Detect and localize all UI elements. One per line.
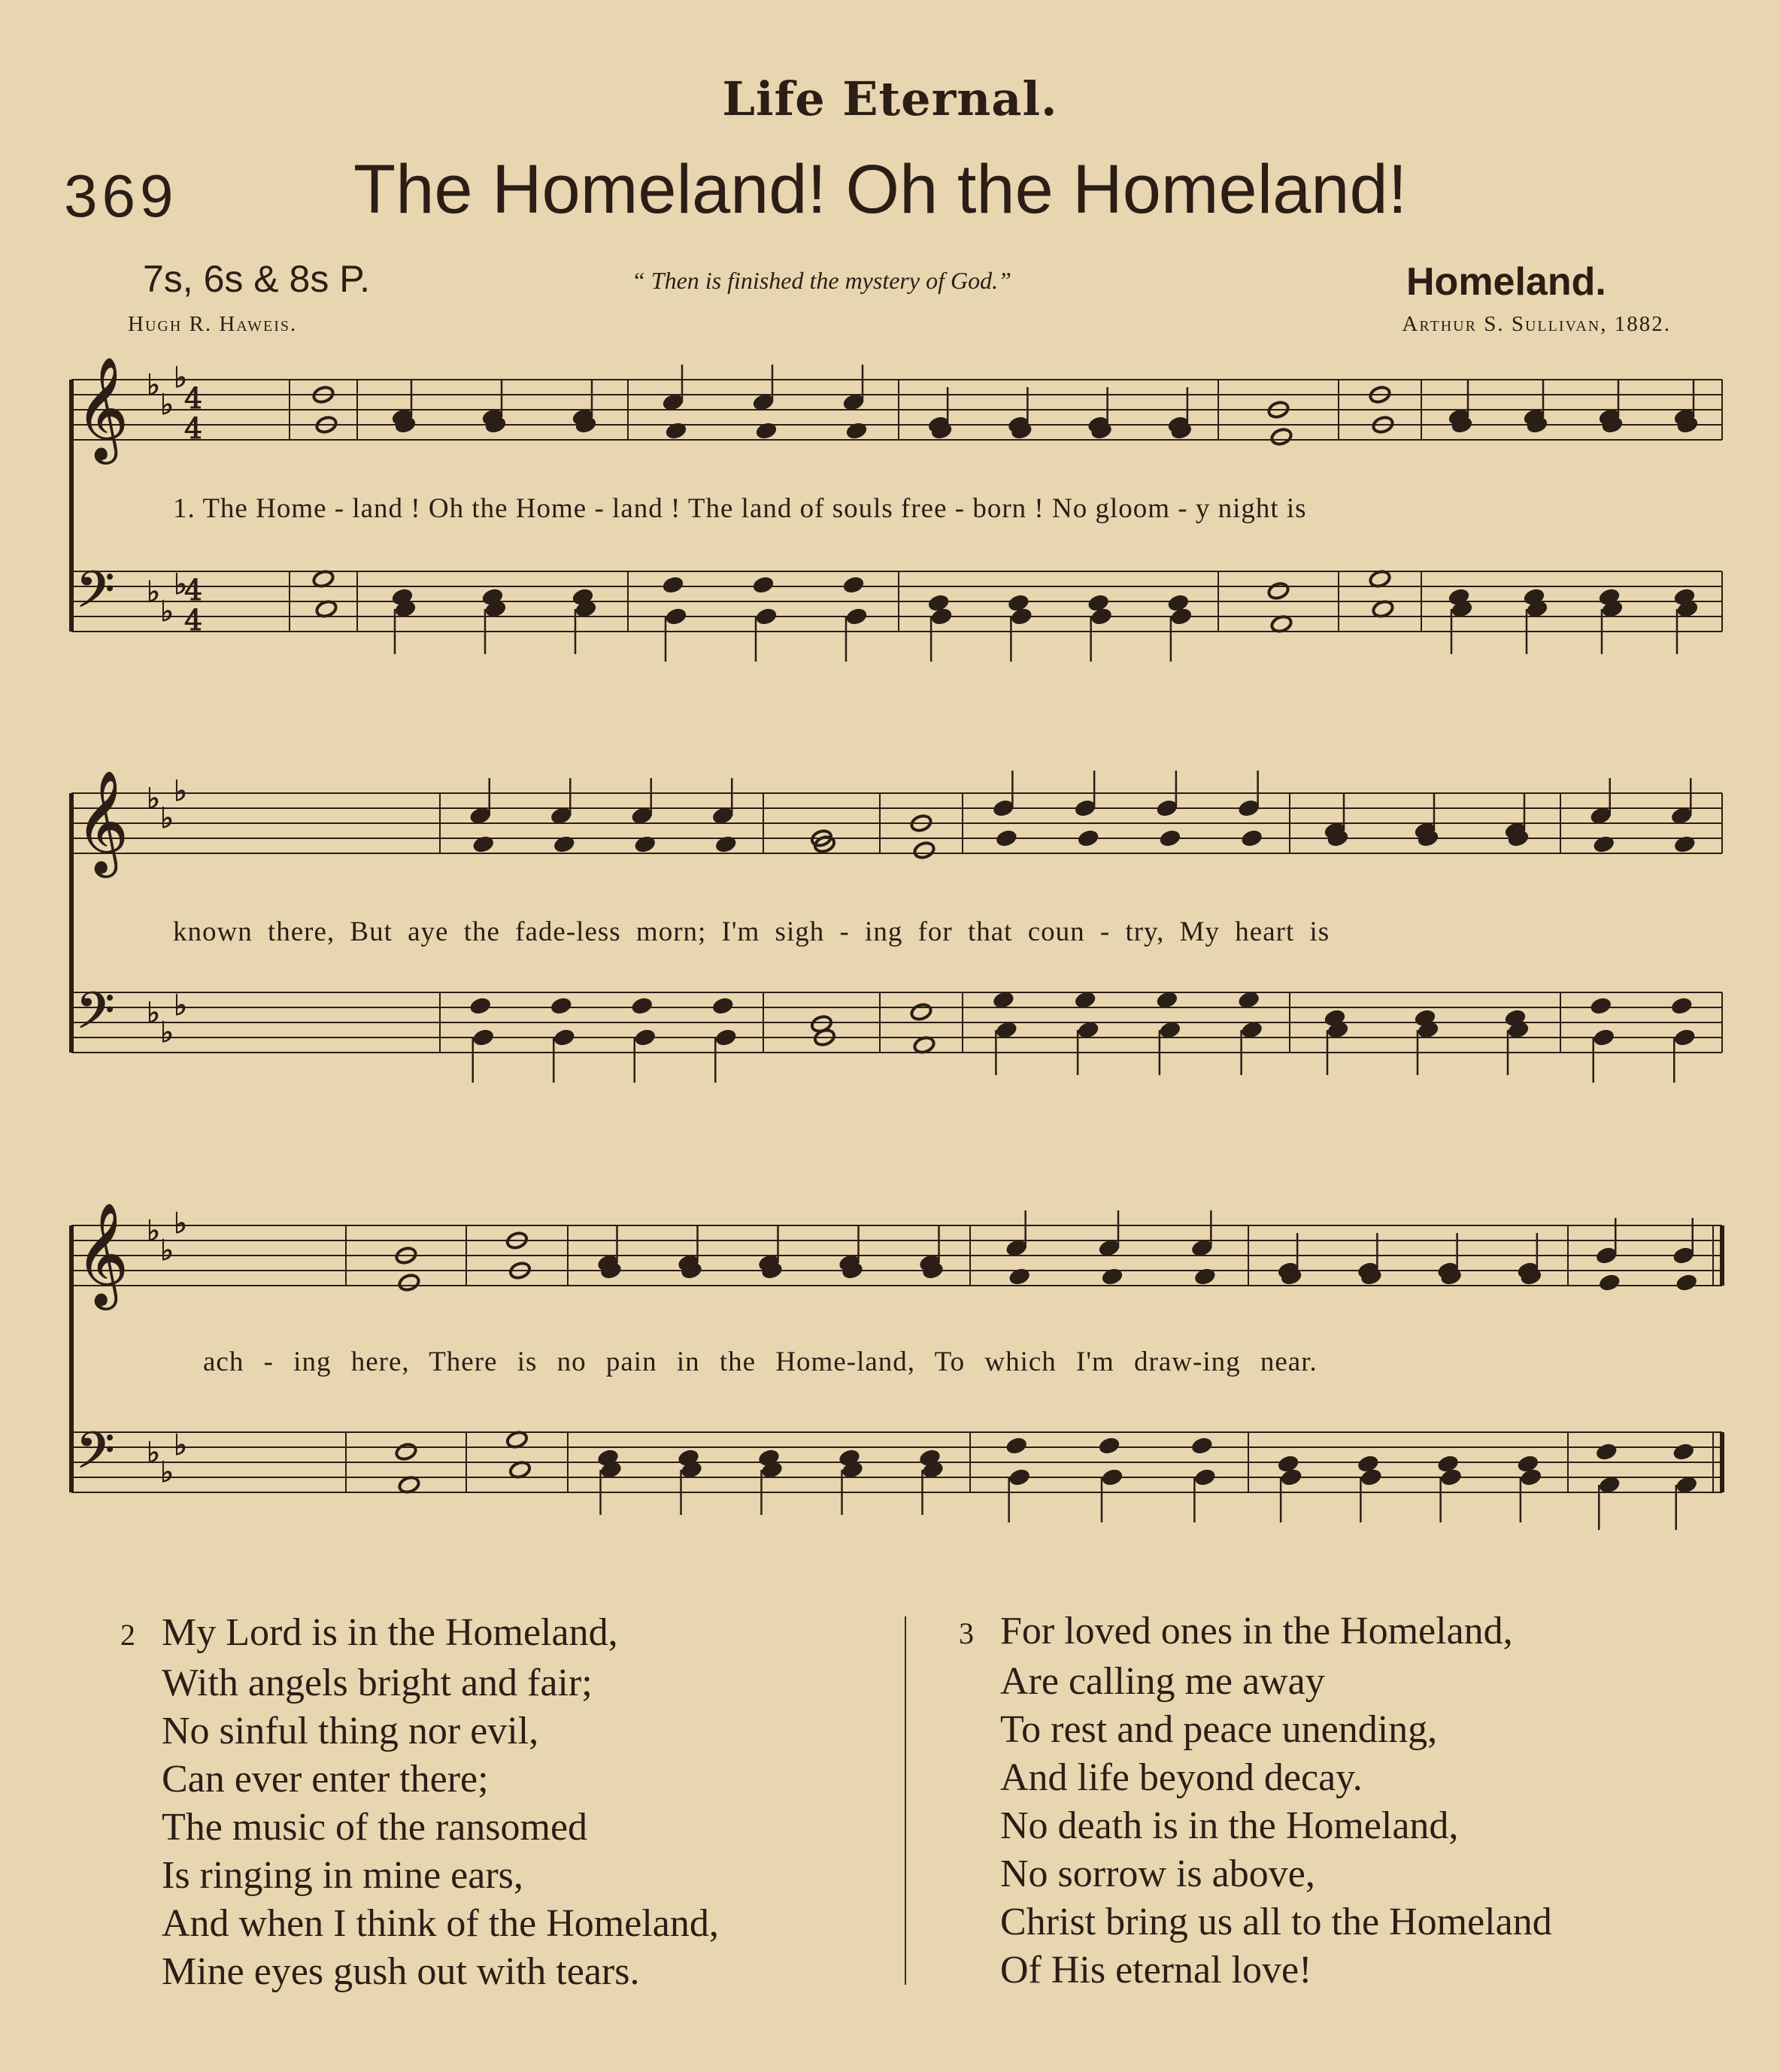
note-head: [1159, 828, 1182, 848]
note-head: [992, 798, 1015, 818]
bass-clef: 𝄢: [76, 1422, 115, 1492]
note-head: [1270, 427, 1293, 447]
note-head: [1101, 1468, 1124, 1487]
note-head: [472, 835, 495, 854]
flat-sign: ♭: [174, 1428, 187, 1462]
hymn-number: 369: [64, 162, 178, 229]
flat-sign: ♭: [160, 388, 174, 421]
note-head: [665, 421, 688, 441]
stanza-line: No death is in the Homeland,: [1000, 1804, 1459, 1847]
note-head: [553, 835, 576, 854]
note-head: [913, 841, 936, 860]
flat-sign: ♭: [160, 1456, 174, 1489]
stanza-line: 3 For loved ones in the Homeland,: [959, 1607, 1552, 1658]
note-head: [395, 1442, 418, 1462]
time-signature: 4: [184, 574, 203, 607]
lyrics-system-2: known there, But aye the fade-less morn; I'm sigh - ing for that coun - try, My heart is: [173, 916, 1330, 947]
note-head: [1077, 828, 1100, 848]
stanza-3: [959, 1607, 1552, 1995]
composer: Arthur S. Sullivan, 1882.: [1402, 312, 1671, 336]
flat-sign: ♭: [147, 368, 160, 401]
note-head: [1598, 1273, 1621, 1292]
note-head: [714, 835, 738, 854]
note-head: [755, 421, 778, 441]
note-head: [1190, 1436, 1214, 1456]
stanza-line: Mine eyes gush out with tears.: [162, 1950, 640, 1993]
flat-sign: ♭: [147, 1214, 160, 1247]
flat-sign: ♭: [174, 1207, 187, 1240]
note-head: [1675, 1273, 1698, 1292]
note-head: [1672, 1246, 1695, 1265]
note-head: [633, 835, 657, 854]
note-head: [1008, 1267, 1031, 1286]
note-head: [711, 996, 735, 1016]
verse-number: 2: [120, 1618, 135, 1652]
author: Hugh R. Haweis.: [128, 312, 298, 336]
note-head: [752, 575, 775, 595]
meter: 7s, 6s & 8s P.: [143, 258, 371, 300]
stanza-line: Christ bring us all to the Homeland: [1000, 1901, 1552, 1943]
treble-clef: 𝄞: [76, 356, 129, 459]
section-title: Life Eternal.: [722, 71, 1058, 126]
note-head: [550, 996, 573, 1016]
note-head: [553, 1028, 576, 1047]
stanza-line: Is ringing in mine ears,: [162, 1854, 523, 1897]
note-head: [842, 575, 866, 595]
flat-sign: ♭: [160, 595, 174, 628]
note-head: [1237, 798, 1260, 818]
hymn-title: The Homeland! Oh the Homeland!: [353, 151, 1408, 228]
note-head: [662, 575, 685, 595]
note-head: [1672, 1442, 1695, 1462]
lyrics-system-3: ach - ing here, There is no pain in the Home-land, To which I'm draw-ing near.: [203, 1346, 1318, 1377]
note-head: [1098, 1436, 1121, 1456]
note-head: [1595, 1246, 1618, 1265]
stanza-line: Of His eternal love!: [1000, 1949, 1312, 1992]
note-head: [633, 1028, 657, 1047]
flat-sign: ♭: [174, 568, 187, 601]
note-head: [1267, 581, 1290, 601]
bass-clef: 𝄢: [76, 982, 115, 1052]
note-head: [1101, 1267, 1124, 1286]
flat-sign: ♭: [174, 774, 187, 807]
note-head: [755, 607, 778, 626]
stanza-line: No sinful thing nor evil,: [162, 1710, 539, 1752]
stanza-line: 2 My Lord is in the Homeland,: [120, 1609, 719, 1659]
stanza-line: To rest and peace unending,: [1000, 1708, 1438, 1751]
note-head: [1193, 1267, 1217, 1286]
flat-sign: ♭: [147, 1436, 160, 1469]
note-head: [1673, 835, 1697, 854]
tune-name: Homeland.: [1406, 260, 1606, 304]
stanza-line: The music of the ransomed: [162, 1806, 588, 1849]
note-head: [1074, 798, 1097, 818]
flat-sign: ♭: [174, 989, 187, 1022]
time-signature: 4: [184, 604, 203, 637]
note-head: [469, 996, 492, 1016]
note-head: [1005, 1436, 1028, 1456]
note-head: [398, 1273, 421, 1292]
lyrics-system-1: 1. The Home - land ! Oh the Home - land ! The land of souls free - born ! No gloom - y night is: [173, 493, 1307, 524]
stanza-line: Are calling me away: [1000, 1660, 1325, 1703]
note-head: [1592, 1028, 1615, 1047]
note-head: [1592, 835, 1615, 854]
note-head: [1008, 1468, 1031, 1487]
note-head: [1589, 996, 1612, 1016]
time-signature: 4: [184, 412, 203, 445]
time-signature: 4: [184, 382, 203, 415]
flat-sign: ♭: [160, 1016, 174, 1049]
note-head: [1670, 996, 1694, 1016]
note-head: [630, 996, 653, 1016]
note-head: [1240, 828, 1263, 848]
stanza-line: Can ever enter there;: [162, 1758, 489, 1801]
stanza-divider: [905, 1616, 906, 1985]
stanza-line: And life beyond decay.: [1000, 1756, 1363, 1799]
note-head: [1673, 1028, 1697, 1047]
bass-clef: 𝄢: [76, 561, 115, 631]
verse-number: 3: [959, 1616, 974, 1650]
stanza-line: With angels bright and fair;: [162, 1662, 593, 1704]
stanza-line: No sorrow is above,: [1000, 1852, 1315, 1895]
note-head: [472, 1028, 495, 1047]
note-head: [1193, 1468, 1217, 1487]
note-head: [665, 607, 688, 626]
note-head: [845, 607, 869, 626]
stanza-2: [120, 1609, 719, 1996]
note-head: [910, 1002, 933, 1022]
epigraph: “ Then is finished the mystery of God.”: [632, 267, 1011, 294]
flat-sign: ♭: [160, 801, 174, 835]
flat-sign: ♭: [174, 361, 187, 394]
note-head: [1595, 1442, 1618, 1462]
stanza-line: And when I think of the Homeland,: [162, 1902, 719, 1945]
flat-sign: ♭: [147, 782, 160, 815]
note-head: [714, 1028, 738, 1047]
treble-clef: 𝄞: [76, 1201, 129, 1305]
note-head: [1156, 798, 1179, 818]
flat-sign: ♭: [147, 575, 160, 608]
flat-sign: ♭: [147, 996, 160, 1029]
note-head: [845, 421, 869, 441]
note-head: [995, 828, 1018, 848]
treble-clef: 𝄞: [76, 769, 129, 873]
flat-sign: ♭: [160, 1234, 174, 1267]
